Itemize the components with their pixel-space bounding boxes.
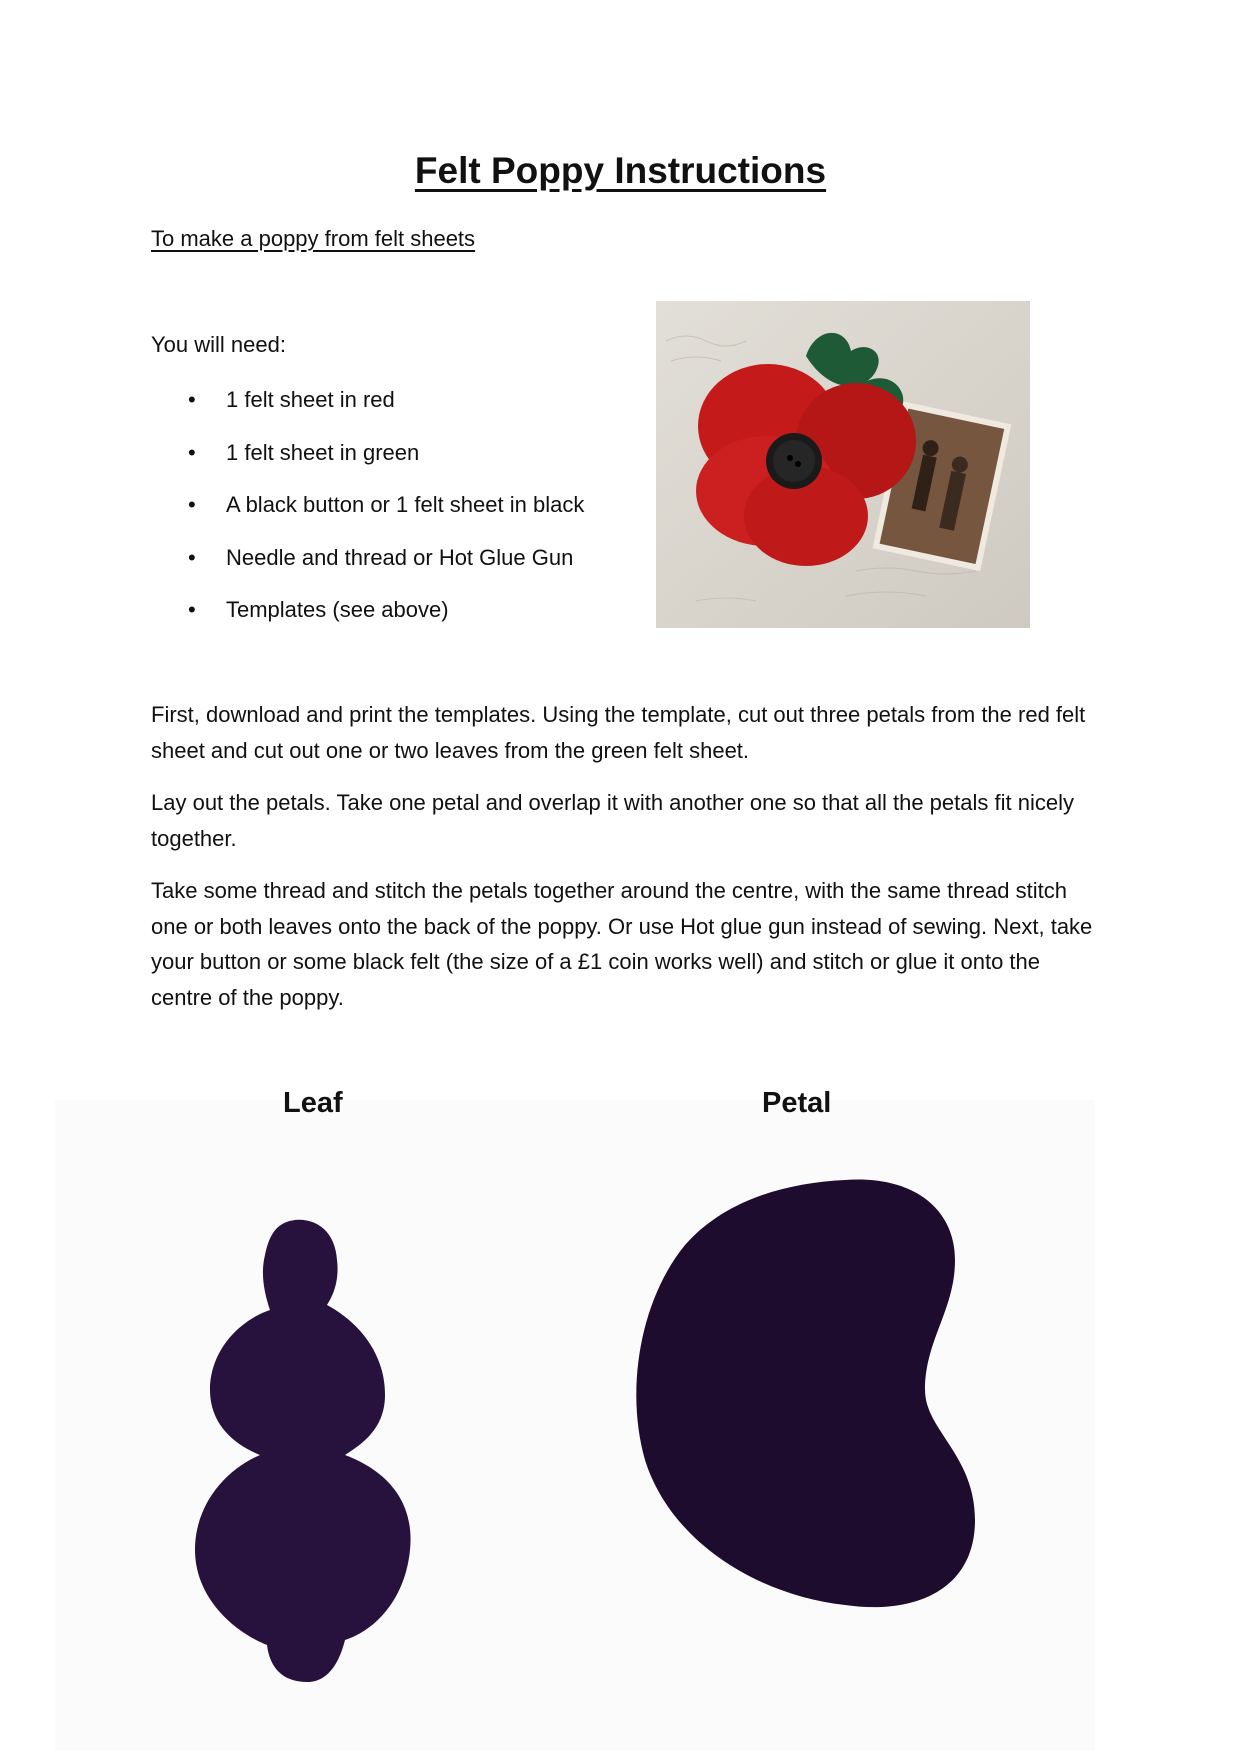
bullet-icon: • [188, 544, 196, 570]
templates-area [55, 1100, 1095, 1750]
page-subtitle: To make a poppy from felt sheets [151, 226, 476, 251]
list-item [151, 594, 584, 647]
material-label: 1 felt sheet in red [226, 387, 395, 412]
instruction-paragraph: Lay out the petals. Take one petal and overlap it with another one so that all the petals fit nicely together. [151, 790, 1074, 851]
material-label: 1 felt sheet in green [226, 439, 420, 465]
list-item [151, 489, 584, 542]
material-label: A black button or 1 felt sheet in black [226, 492, 585, 517]
felt-poppy-photo [656, 301, 1030, 628]
bullet-icon: • [188, 387, 196, 412]
bullet-icon: • [188, 492, 196, 517]
page-title: Felt Poppy Instructions [414, 150, 827, 191]
list-item [151, 437, 584, 490]
list-item [151, 384, 584, 437]
you-will-need-heading: You will need: [151, 332, 286, 357]
instruction-paragraph: Take some thread and stitch the petals together around the centre, with the same thread stitch one or both leaves onto the back of the poppy. Or use Hot glue gun instead of sewing. Next, take your button or some black felt (the size of a £1 coin works well) and stitch or glue it onto the centre of the poppy. [151, 878, 1093, 1010]
list-item [151, 542, 584, 595]
leaf-label: Leaf [283, 1087, 343, 1119]
instruction-paragraph: First, download and print the templates. Using the template, cut out three petals from the red felt sheet and cut out one or two leaves from the green felt sheet. [151, 702, 1086, 763]
bullet-icon: • [188, 439, 196, 465]
materials-list [151, 384, 584, 647]
material-label: Templates (see above) [226, 597, 449, 622]
material-label: Needle and thread or Hot Glue Gun [226, 544, 574, 570]
felt-poppy-photo-icon [656, 301, 1030, 628]
bullet-icon: • [188, 597, 196, 622]
petal-label: Petal [762, 1087, 832, 1119]
